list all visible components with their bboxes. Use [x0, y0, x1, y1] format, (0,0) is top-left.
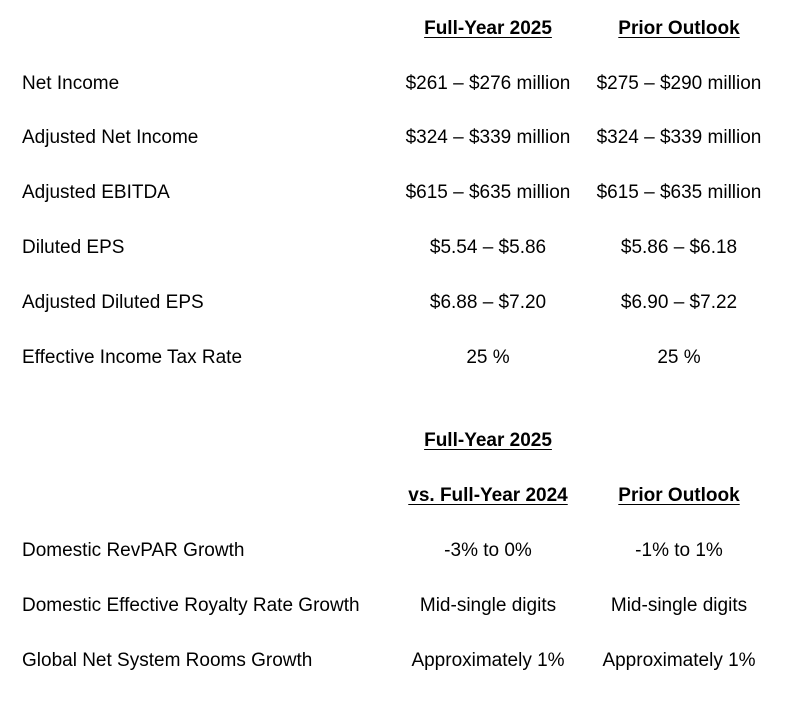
- row-label: Diluted EPS: [22, 237, 125, 258]
- table2-row: [0, 646, 800, 676]
- current-value: $5.54 – $5.86: [429, 237, 547, 258]
- row-label: Domestic RevPAR Growth: [22, 540, 245, 561]
- current-value: $324 – $339 million: [405, 127, 571, 148]
- current-value: 25 %: [466, 347, 510, 368]
- row-label: Adjusted Net Income: [22, 127, 199, 148]
- table1-row: [0, 69, 800, 99]
- prior-value: $5.86 – $6.18: [620, 237, 738, 258]
- row-label: Net Income: [22, 73, 120, 94]
- table2-row: [0, 536, 800, 566]
- row-label: Global Net System Rooms Growth: [22, 650, 313, 671]
- prior-value: $6.90 – $7.22: [620, 292, 738, 313]
- table1-row: [0, 343, 800, 373]
- row-label: Effective Income Tax Rate: [22, 347, 243, 368]
- table1-header-row: [0, 14, 800, 44]
- table1-row: [0, 233, 800, 263]
- prior-value: $324 – $339 million: [596, 127, 762, 148]
- row-label: Adjusted EBITDA: [22, 182, 170, 203]
- current-value: $6.88 – $7.20: [429, 292, 547, 313]
- current-value: Mid-single digits: [419, 595, 557, 616]
- table2-header-row-2: [0, 481, 800, 511]
- table2-header-row-1: [0, 426, 800, 456]
- table2-row: [0, 591, 800, 621]
- current-value: $615 – $635 million: [405, 182, 571, 203]
- prior-value: Approximately 1%: [602, 650, 756, 671]
- table2-header-vs-full-year-2024: vs. Full-Year 2024: [408, 485, 568, 506]
- prior-value: -1% to 1%: [635, 540, 723, 561]
- table2-header-prior-outlook: Prior Outlook: [618, 485, 740, 506]
- table1-row: [0, 288, 800, 318]
- table1-header-full-year-2025: Full-Year 2025: [424, 18, 552, 39]
- prior-value: Mid-single digits: [610, 595, 748, 616]
- row-label: Adjusted Diluted EPS: [22, 292, 204, 313]
- prior-value: $275 – $290 million: [596, 73, 762, 94]
- prior-value: $615 – $635 million: [596, 182, 762, 203]
- current-value: $261 – $276 million: [405, 73, 571, 94]
- row-label: Domestic Effective Royalty Rate Growth: [22, 595, 360, 616]
- table1-header-prior-outlook: Prior Outlook: [618, 18, 740, 39]
- prior-value: 25 %: [657, 347, 701, 368]
- current-value: -3% to 0%: [444, 540, 532, 561]
- table1-row: [0, 178, 800, 208]
- table2-header-full-year-2025: Full-Year 2025: [424, 430, 552, 451]
- current-value: Approximately 1%: [411, 650, 565, 671]
- table1-row: [0, 123, 800, 153]
